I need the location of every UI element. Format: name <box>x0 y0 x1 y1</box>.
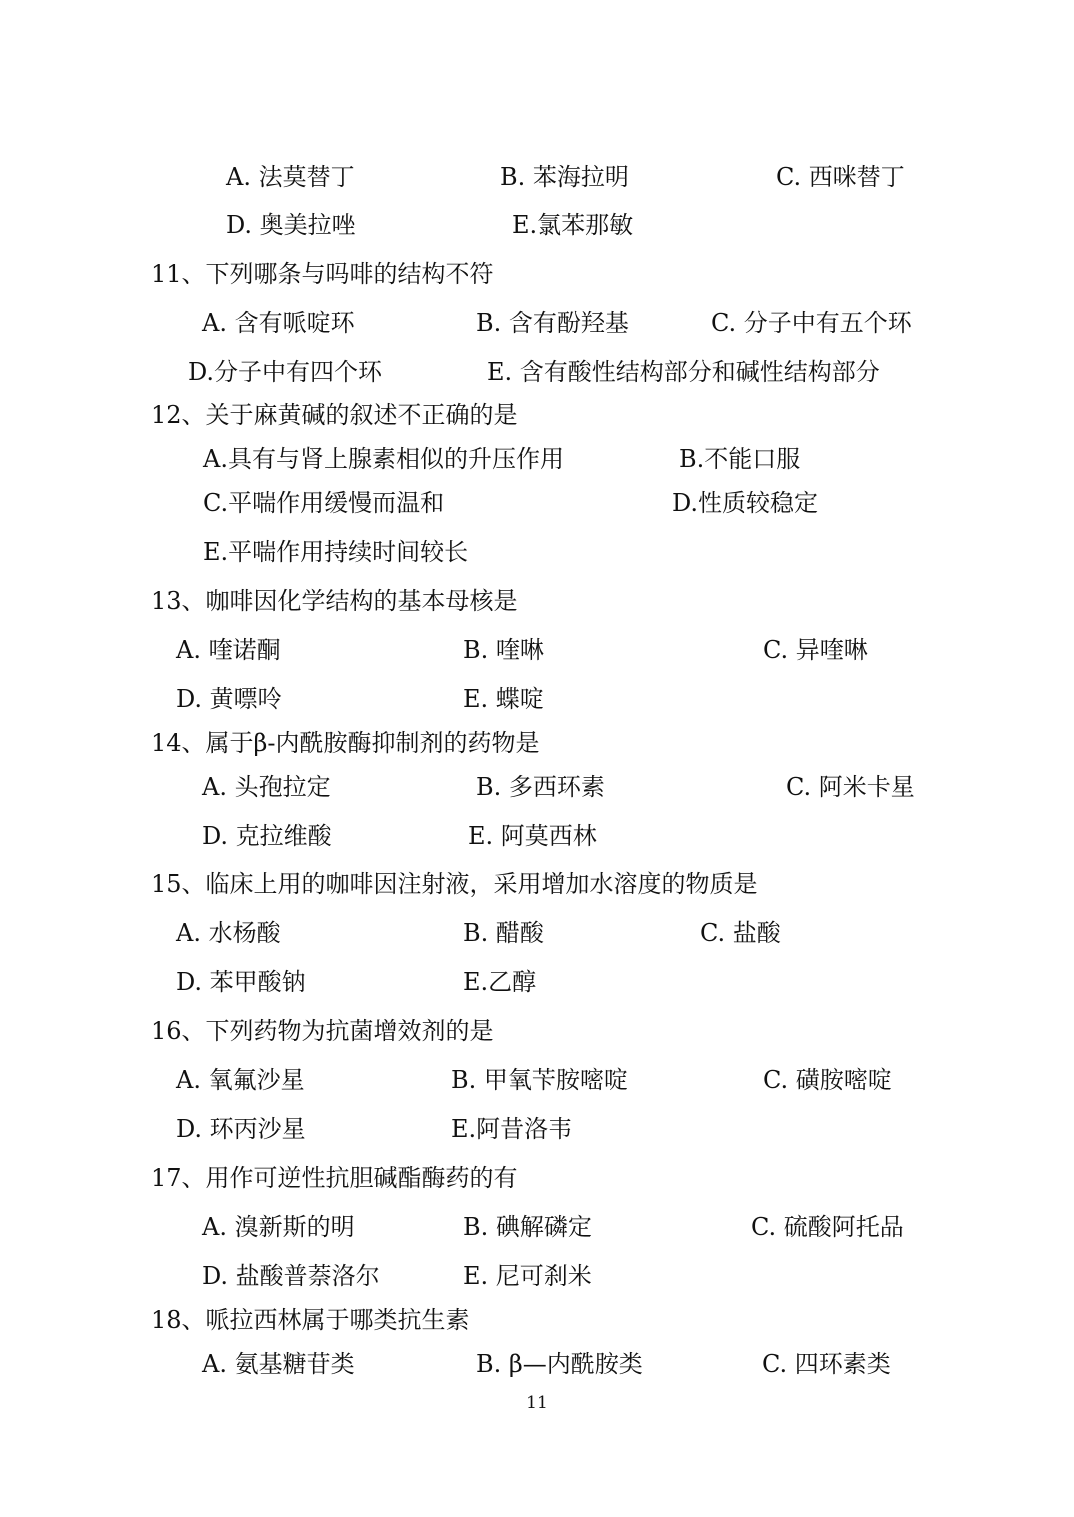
q14-option-b: B. 多西环素 <box>476 773 605 801</box>
q17-question: 17、用作可逆性抗胆碱酯酶药的有 <box>151 1164 518 1192</box>
q11-option-b: B. 含有酚羟基 <box>476 309 629 337</box>
q13-option-b: B. 喹啉 <box>463 636 544 664</box>
q13-option-a: A. 喹诺酮 <box>176 636 281 664</box>
q14-option-e: E. 阿莫西林 <box>468 822 597 850</box>
q10-option-c: C. 西咪替丁 <box>776 163 905 191</box>
q14-option-a: A. 头孢拉定 <box>202 773 331 801</box>
q13-option-d: D. 黄嘌呤 <box>176 685 282 713</box>
q10-option-d: D. 奥美拉唑 <box>226 211 356 239</box>
q15-option-b: B. 醋酸 <box>463 919 544 947</box>
q11-option-e: E. 含有酸性结构部分和碱性结构部分 <box>487 358 880 386</box>
q17-option-a: A. 溴新斯的明 <box>202 1213 355 1241</box>
page-number: 11 <box>526 1393 548 1413</box>
q15-option-a: A. 水杨酸 <box>176 919 281 947</box>
q12-option-d: D.性质较稳定 <box>672 489 819 517</box>
q12-question: 12、关于麻黄碱的叙述不正确的是 <box>151 401 518 429</box>
q17-option-d: D. 盐酸普萘洛尔 <box>202 1262 380 1290</box>
q13-option-c: C. 异喹啉 <box>763 636 868 664</box>
q13-option-e: E. 蝶啶 <box>463 685 544 713</box>
q16-option-a: A. 氧氟沙星 <box>176 1066 305 1094</box>
q14-option-d: D. 克拉维酸 <box>202 822 332 850</box>
q15-option-c: C. 盐酸 <box>700 919 781 947</box>
q10-option-e: E.氯苯那敏 <box>512 211 634 239</box>
q16-option-c: C. 磺胺嘧啶 <box>763 1066 892 1094</box>
q13-question: 13、咖啡因化学结构的基本母核是 <box>151 587 518 615</box>
q11-option-a: A. 含有哌啶环 <box>202 309 355 337</box>
q12-option-c: C.平喘作用缓慢而温和 <box>203 489 445 517</box>
q10-option-b: B. 苯海拉明 <box>500 163 629 191</box>
q15-option-d: D. 苯甲酸钠 <box>176 968 306 996</box>
q18-option-b: B. β—内酰胺类 <box>476 1350 643 1378</box>
q17-option-e: E. 尼可刹米 <box>463 1262 592 1290</box>
q16-option-d: D. 环丙沙星 <box>176 1115 306 1143</box>
q10-option-a: A. 法莫替丁 <box>226 163 355 191</box>
q16-question: 16、下列药物为抗菌增效剂的是 <box>151 1017 494 1045</box>
q14-option-c: C. 阿米卡星 <box>786 773 915 801</box>
q15-option-e: E.乙醇 <box>463 968 537 996</box>
q15-question: 15、临床上用的咖啡因注射液，采用增加水溶度的物质是 <box>151 870 758 898</box>
q12-option-b: B.不能口服 <box>679 445 801 473</box>
q11-option-d: D.分子中有四个环 <box>188 358 383 386</box>
q11-question: 11、下列哪条与吗啡的结构不符 <box>151 260 494 288</box>
q11-option-c: C. 分子中有五个环 <box>711 309 912 337</box>
q16-option-e: E.阿昔洛韦 <box>451 1115 573 1143</box>
q16-option-b: B. 甲氧苄胺嘧啶 <box>451 1066 628 1094</box>
q12-option-e: E.平喘作用持续时间较长 <box>203 538 469 566</box>
q18-option-a: A. 氨基糖苷类 <box>202 1350 355 1378</box>
q18-question: 18、哌拉西林属于哪类抗生素 <box>151 1306 470 1334</box>
q18-option-c: C. 四环素类 <box>762 1350 891 1378</box>
q14-question: 14、属于β-内酰胺酶抑制剂的药物是 <box>151 729 540 757</box>
q17-option-c: C. 硫酸阿托品 <box>751 1213 904 1241</box>
q12-option-a: A.具有与肾上腺素相似的升压作用 <box>203 445 564 473</box>
q17-option-b: B. 碘解磷定 <box>463 1213 592 1241</box>
